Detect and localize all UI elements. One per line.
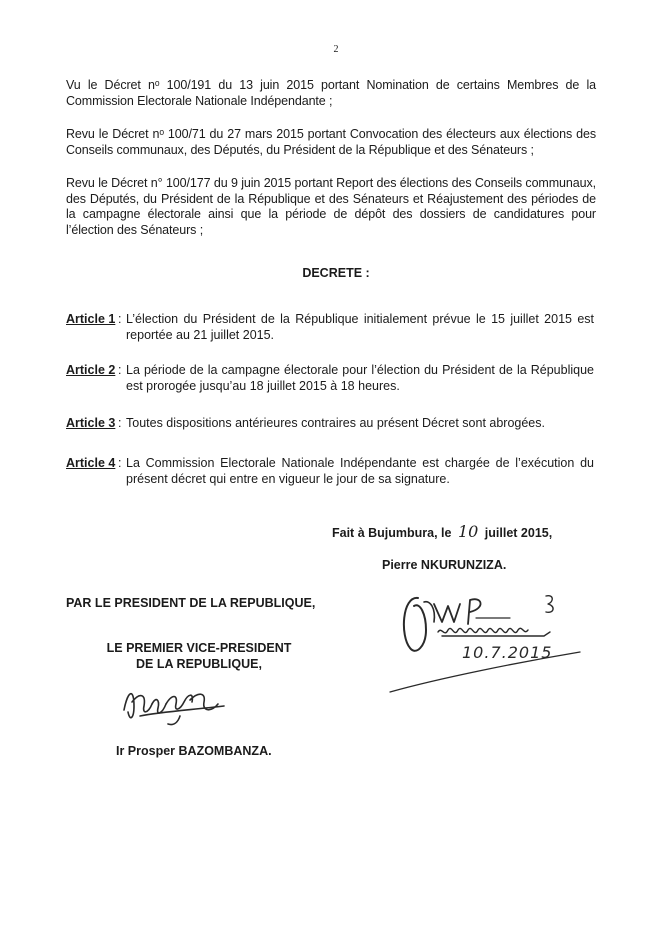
article-label: Article 1 (66, 312, 116, 326)
handwritten-date: 10.7.2015 (462, 643, 553, 662)
vp-title-line-1: LE PREMIER VICE-PRESIDENT (106, 641, 292, 655)
article-colon: : (118, 312, 122, 326)
vp-name: Ir Prosper BAZOMBANZA. (116, 744, 272, 758)
article-colon: : (118, 456, 122, 470)
president-name: Pierre NKURUNZIZA. (382, 558, 507, 572)
article-colon: : (118, 416, 122, 430)
article-text: La Commission Electorale Nationale Indépendante est chargée de l’exécution du présent décret qui entre en vigueur le jour de sa signature. (126, 456, 594, 486)
president-signature (350, 586, 590, 696)
date-suffix: juillet 2015, (484, 526, 553, 540)
article-label: Article 4 (66, 456, 116, 470)
vp-signature (120, 682, 230, 732)
decrete-heading: DECRETE : (302, 266, 370, 280)
par-le-president: PAR LE PRESIDENT DE LA REPUBLIQUE, (66, 596, 316, 610)
place-date-line (332, 522, 552, 541)
article-text: Toutes dispositions antérieures contraires au présent Décret sont abrogées. (126, 416, 545, 430)
vp-title (94, 640, 304, 672)
article-label: Article 2 (66, 363, 116, 377)
article-colon: : (118, 363, 122, 377)
visa-paragraph-2: Revu le Décret nᵒ 100/71 du 27 mars 2015 portant Convocation des électeurs aux élections des Conseils communaux, des Députés, du Président de la République et des Sénateurs ; (66, 127, 596, 157)
place-prefix: Fait à Bujumbura, le (332, 526, 452, 540)
visa-paragraph-3: Revu le Décret n° 100/177 du 9 juin 2015 portant Report des élections des Conseils communaux, des Députés, du Président de la République et des Sénateurs et Réajustement des périodes de la campagne électorale ainsi que la période de dépôt des dossiers de candidatures pour l’élection des Sénateurs ; (66, 176, 596, 237)
vp-title-line-2: DE LA REPUBLIQUE, (136, 657, 262, 671)
article-text: L’élection du Président de la République initialement prévue le 15 juillet 2015 est reportée au 21 juillet 2015. (126, 312, 594, 342)
visa-paragraph-1: Vu le Décret nᵒ 100/191 du 13 juin 2015 portant Nomination de certains Membres de la Commission Electorale Nationale Indépendante ; (66, 78, 596, 108)
page-number: 2 (333, 44, 339, 55)
article-label: Article 3 (66, 416, 116, 430)
handwritten-day: 10 (457, 522, 479, 541)
article-text: La période de la campagne électorale pour l’élection du Président de la République est prorogée jusqu’au 18 juillet 2015 à 18 heures. (126, 363, 594, 393)
